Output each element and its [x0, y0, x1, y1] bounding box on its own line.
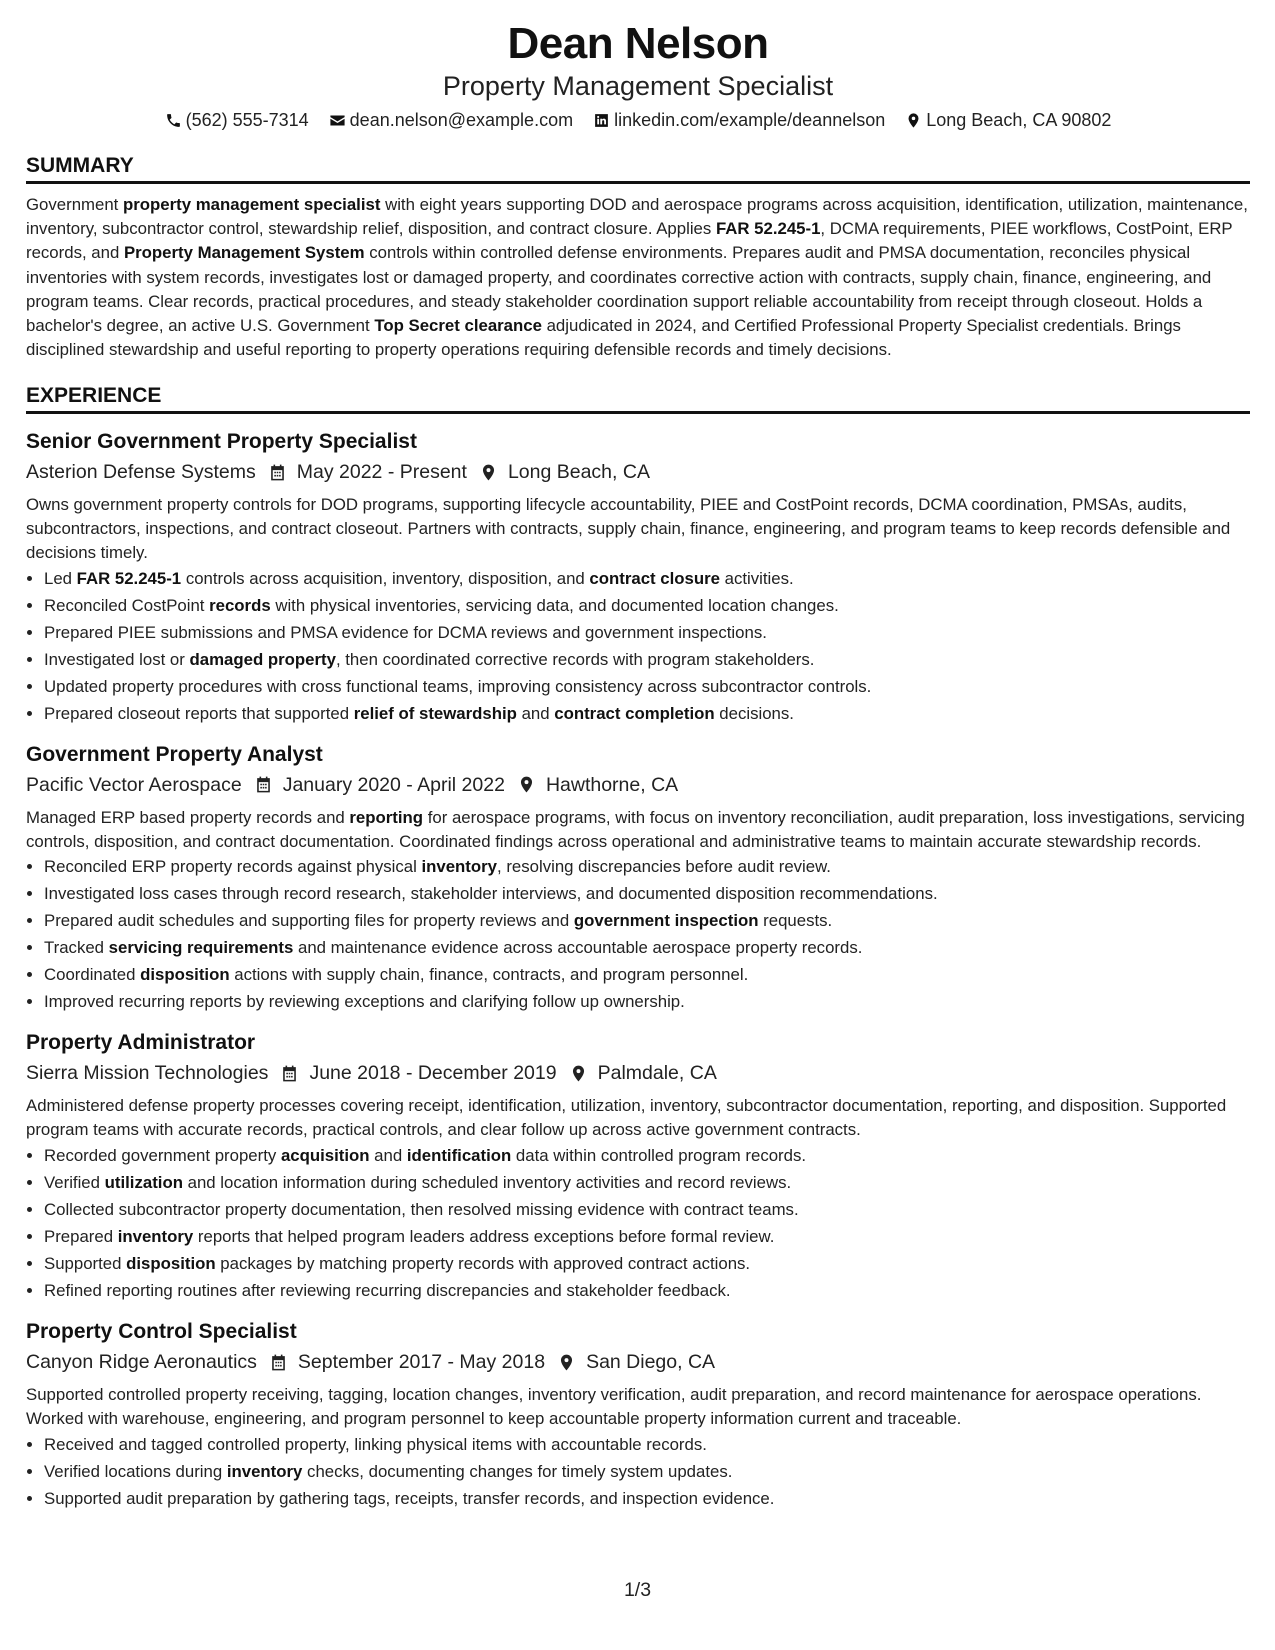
location-pin-icon	[479, 463, 498, 482]
bold-keyword: disposition	[140, 965, 230, 985]
text-run: with physical inventories, servicing data, and documented location changes.	[270, 595, 839, 615]
linkedin-icon	[593, 112, 610, 129]
experience-heading: EXPERIENCE	[26, 382, 1250, 414]
calendar-icon	[254, 775, 273, 794]
job-entry	[26, 1029, 1250, 1304]
candidate-headline: Property Management Specialist	[442, 71, 834, 101]
text-run: Investigated lost or	[44, 649, 190, 669]
bold-keyword: inventory	[226, 1461, 303, 1481]
bold-keyword: property management specialist	[123, 195, 381, 214]
experience-section	[26, 382, 1250, 1511]
text-run: checks, documenting changes for timely system updates.	[302, 1461, 733, 1481]
contact-bar	[26, 108, 1250, 132]
text-run: Recorded government property	[44, 1146, 281, 1165]
summary-heading: SUMMARY	[26, 152, 1250, 184]
job-dates: September 2017 - May 2018	[297, 1351, 546, 1373]
company-name: Sierra Mission Technologies	[26, 1062, 269, 1085]
job-description	[26, 806, 1250, 854]
text-run: data within controlled program records.	[511, 1146, 807, 1165]
bullet-item	[44, 1169, 1250, 1196]
job-bullets	[26, 1431, 1250, 1512]
text-run: Prepared closeout reports that supported	[44, 703, 354, 723]
summary-section	[26, 152, 1250, 362]
resume-header	[26, 18, 1250, 132]
text-run: Updated property procedures with cross functional teams, improving consistency across subcontractor controls.	[44, 676, 872, 696]
location-pin-icon	[557, 1353, 576, 1372]
calendar-icon	[280, 1064, 299, 1083]
location-pin-icon	[517, 775, 536, 794]
text-run: and	[369, 1146, 407, 1165]
bullet-item	[44, 934, 1250, 961]
bullet-item	[44, 619, 1250, 646]
job-entry	[26, 741, 1250, 1016]
bold-keyword: contract completion	[554, 703, 715, 723]
bold-keyword: Property Management System	[123, 243, 365, 263]
job-meta	[26, 457, 1250, 487]
text-run: actions with supply chain, finance, contracts, and program personnel.	[229, 965, 749, 985]
job-dates: June 2018 - December 2019	[309, 1062, 557, 1085]
text-run: Improved recurring reports by reviewing exceptions and clarifying follow up ownership.	[44, 992, 685, 1012]
text-run: Investigated loss cases through record research, stakeholder interviews, and documented disposition recommendations.	[44, 884, 938, 904]
text-run: controls within controlled defense environments. Prepares audit and PMSA documentation, reconciles physical inventories with system records, investigates lost or damaged property, and coordinates corrective action with contracts, supply chain, finance, engineering, and program teams. Clear records, practical procedures, and steady stakeholder coordination support reliable accountability from receipt through closeout. Holds a bachelor's degree, an active U.S. Government	[26, 243, 1212, 336]
text-run: Supported audit preparation by gathering tags, receipts, transfer records, and inspection evidence.	[44, 1488, 775, 1508]
text-run: Refined reporting routines after reviewing recurring discrepancies and stakeholder feedback.	[44, 1281, 731, 1300]
text-run: Prepared audit schedules and supporting files for property reviews and	[44, 911, 574, 931]
text-run: activities.	[719, 568, 794, 588]
bold-keyword: identification	[406, 1146, 512, 1165]
job-bullets	[26, 565, 1250, 727]
bullet-item	[44, 961, 1250, 988]
bold-keyword: utilization	[104, 1173, 183, 1192]
bold-keyword: reporting	[349, 807, 424, 827]
text-run: Prepared PIEE submissions and PMSA evidence for DCMA reviews and government inspections.	[44, 622, 767, 642]
bullet-item	[44, 1485, 1250, 1512]
resume-page	[26, 18, 1250, 1512]
bullet-item	[44, 565, 1250, 592]
calendar-icon	[269, 1353, 288, 1372]
text-run: Supported	[44, 1254, 127, 1273]
candidate-name: Dean Nelson	[507, 19, 769, 68]
text-run: Verified locations during	[44, 1461, 227, 1481]
job-entry	[26, 1318, 1250, 1512]
bold-keyword: servicing requirements	[108, 938, 294, 958]
text-run: Received and tagged controlled property, linking physical items with accountable records.	[44, 1434, 707, 1454]
text-run: Managed ERP based property records and	[26, 807, 350, 827]
job-description: Supported controlled property receiving, tagging, location changes, inventory verification, audit preparation, and record maintenance for aerospace operations. Worked with warehouse, engineering, and program personnel to keep accountable property information current and traceable.	[26, 1385, 1202, 1428]
contact-phone	[165, 108, 309, 132]
job-title: Government Property Analyst	[26, 742, 323, 766]
text-run: Verified	[44, 1173, 105, 1192]
summary-text	[26, 193, 1250, 362]
job-description: Administered defense property processes covering receipt, identification, utilization, inventory, subcontractor documentation, reporting, and disposition. Supported program teams with accurate records, practical controls, and clear follow up across active government contracts.	[26, 1096, 1227, 1140]
bold-keyword: government inspection	[573, 911, 759, 931]
job-bullets	[26, 1142, 1250, 1304]
bold-keyword: inventory	[117, 1227, 194, 1246]
job-location: Long Beach, CA	[507, 461, 650, 484]
text-run: Government	[26, 195, 124, 214]
bullet-item	[44, 646, 1250, 673]
contact-linkedin[interactable]	[593, 108, 885, 132]
bold-keyword: damaged property	[189, 649, 336, 669]
bullet-item	[44, 988, 1250, 1015]
bullet-item	[44, 1431, 1250, 1458]
bold-keyword: FAR 52.245-1	[76, 568, 182, 588]
calendar-icon	[268, 463, 287, 482]
job-description: Owns government property controls for DOD programs, supporting lifecycle accountability, PIEE and CostPoint records, DCMA coordination, PMSAs, audits, subcontractors, inspections, and contract closeout. Partners with contracts, supply chain, finance, engineering, and program teams to keep records defensible and decisions timely.	[26, 495, 1231, 563]
contact-location-text: Long Beach, CA 90802	[926, 110, 1112, 130]
envelope-icon	[329, 112, 346, 129]
bullet-item	[44, 853, 1250, 880]
text-run: Reconciled CostPoint	[44, 595, 210, 615]
text-run: for aerospace programs, with focus on inventory reconciliation, audit preparation, loss investigations, servicing controls, disposition, and contract documentation. Coordinated findings across operational and administrative teams to maintain accurate stewardship records.	[26, 807, 1245, 851]
text-run: packages by matching property records with approved contract actions.	[215, 1254, 751, 1273]
text-run: Coordinated	[44, 965, 141, 985]
bullet-item	[44, 1458, 1250, 1485]
contact-location	[905, 108, 1111, 132]
job-meta	[26, 1058, 1250, 1088]
job-title: Property Administrator	[26, 1031, 256, 1055]
bullet-item	[44, 1223, 1250, 1250]
job-title: Property Control Specialist	[26, 1320, 297, 1343]
phone-icon	[165, 112, 182, 129]
job-location: Palmdale, CA	[597, 1062, 717, 1085]
bullet-item	[44, 700, 1250, 727]
text-run: with eight years supporting DOD and aerospace programs across acquisition, identification, utilization, maintenance, inventory, subcontractor control, stewardship relief, disposition, and contract closure. Applies	[26, 195, 1248, 239]
company-name: Canyon Ridge Aeronautics	[26, 1351, 257, 1373]
bold-keyword: acquisition	[280, 1146, 370, 1165]
contact-email[interactable]	[329, 108, 573, 132]
bullet-item	[44, 880, 1250, 907]
text-run: Prepared	[44, 1227, 118, 1246]
bold-keyword: records	[209, 595, 271, 615]
job-entry	[26, 428, 1250, 726]
location-pin-icon	[569, 1064, 588, 1083]
text-run: decisions.	[714, 703, 794, 723]
bold-keyword: Top Secret clearance	[374, 316, 542, 336]
bullet-item	[44, 592, 1250, 619]
job-meta	[26, 1347, 1250, 1377]
text-run: and maintenance evidence across accountable aerospace property records.	[293, 938, 863, 958]
text-run: and location information during scheduled inventory activities and record reviews.	[182, 1173, 792, 1192]
bold-keyword: relief of stewardship	[353, 703, 517, 723]
text-run: , then coordinated corrective records with program stakeholders.	[335, 649, 815, 669]
bullet-item	[44, 907, 1250, 934]
bold-keyword: contract closure	[589, 568, 720, 588]
bullet-item	[44, 673, 1250, 700]
text-run: , DCMA requirements, PIEE workflows, CostPoint, ERP records, and	[26, 219, 1233, 263]
job-meta	[26, 770, 1250, 800]
text-run: , resolving discrepancies before audit review.	[497, 857, 831, 877]
job-location: San Diego, CA	[586, 1351, 716, 1373]
company-name: Asterion Defense Systems	[26, 461, 256, 484]
job-bullets	[26, 853, 1250, 1015]
text-run: reports that helped program leaders address exceptions before formal review.	[193, 1227, 775, 1246]
contact-phone-text: (562) 555-7314	[185, 110, 309, 130]
contact-email-text[interactable]: dean.nelson@example.com	[349, 110, 574, 130]
text-run: and	[516, 703, 555, 723]
text-run: Reconciled ERP property records against physical	[44, 857, 422, 877]
text-run: Tracked	[44, 938, 109, 958]
job-location: Hawthorne, CA	[545, 773, 679, 796]
text-run: controls across acquisition, inventory, disposition, and	[181, 568, 590, 588]
bold-keyword: FAR 52.245-1	[715, 219, 821, 239]
bullet-item	[44, 1142, 1250, 1169]
text-run: Collected subcontractor property documentation, then resolved missing evidence with contract teams.	[44, 1200, 799, 1219]
text-run: Led	[44, 568, 77, 588]
contact-linkedin-text[interactable]: linkedin.com/example/deannelson	[614, 110, 886, 130]
bullet-item	[44, 1250, 1250, 1277]
bold-keyword: inventory	[421, 857, 498, 877]
text-run: adjudicated in 2024, and Certified Professional Property Specialist credentials. Brings disciplined stewardship and useful reporting to property operations requiring defensible records and timely decisions.	[26, 316, 1181, 360]
bullet-item	[44, 1277, 1250, 1304]
bullet-item	[44, 1196, 1250, 1223]
job-dates: May 2022 - Present	[296, 461, 467, 484]
location-pin-icon	[905, 112, 922, 129]
job-dates: January 2020 - April 2022	[282, 773, 505, 796]
page-number: 1/3	[623, 1579, 652, 1601]
company-name: Pacific Vector Aerospace	[26, 773, 242, 796]
bold-keyword: disposition	[126, 1254, 216, 1273]
text-run: requests.	[758, 911, 833, 931]
job-title: Senior Government Property Specialist	[26, 430, 417, 454]
